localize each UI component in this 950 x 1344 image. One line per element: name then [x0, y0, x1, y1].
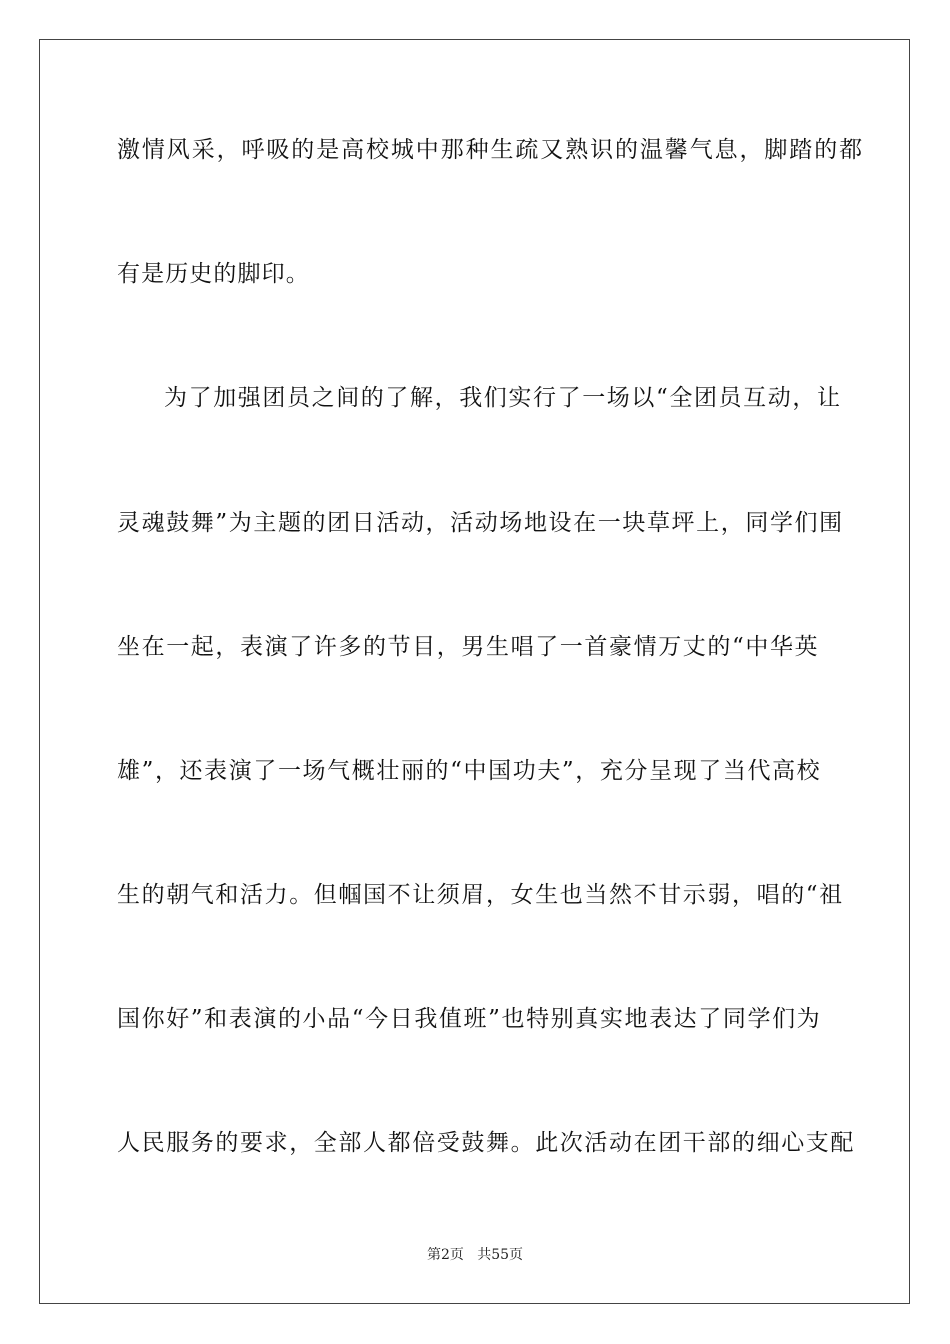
body-text-line: 灵魂鼓舞”为主题的团日活动，活动场地设在一块草坪上，同学们围 [117, 510, 844, 536]
body-text-line: 国你好”和表演的小品“今日我值班”也特别真实地表达了同学们为 [117, 1006, 822, 1032]
body-text-line: 雄”，还表演了一场气概壮丽的“中国功夫”，充分呈现了当代高校 [117, 758, 822, 784]
page-border [39, 39, 910, 1304]
body-text-line: 生的朝气和活力。但帼国不让须眉，女生也当然不甘示弱，唱的“祖 [117, 882, 844, 908]
body-text-line: 有是历史的脚印。 [117, 261, 310, 287]
paragraph-first-line: 为了加强团员之间的了解，我们实行了一场以“全团员互动，让 [164, 385, 842, 411]
body-text-line: 人民服务的要求，全部人都倍受鼓舞。此次活动在团干部的细心支配 [117, 1130, 855, 1156]
body-text-line: 坐在一起，表演了许多的节目，男生唱了一首豪情万丈的“中华英 [117, 634, 820, 660]
page-number-footer: 第2页 共55页 [426, 1247, 524, 1263]
body-text-line: 激情风采，呼吸的是高校城中那种生疏又熟识的温馨气息，脚踏的都 [117, 137, 864, 163]
